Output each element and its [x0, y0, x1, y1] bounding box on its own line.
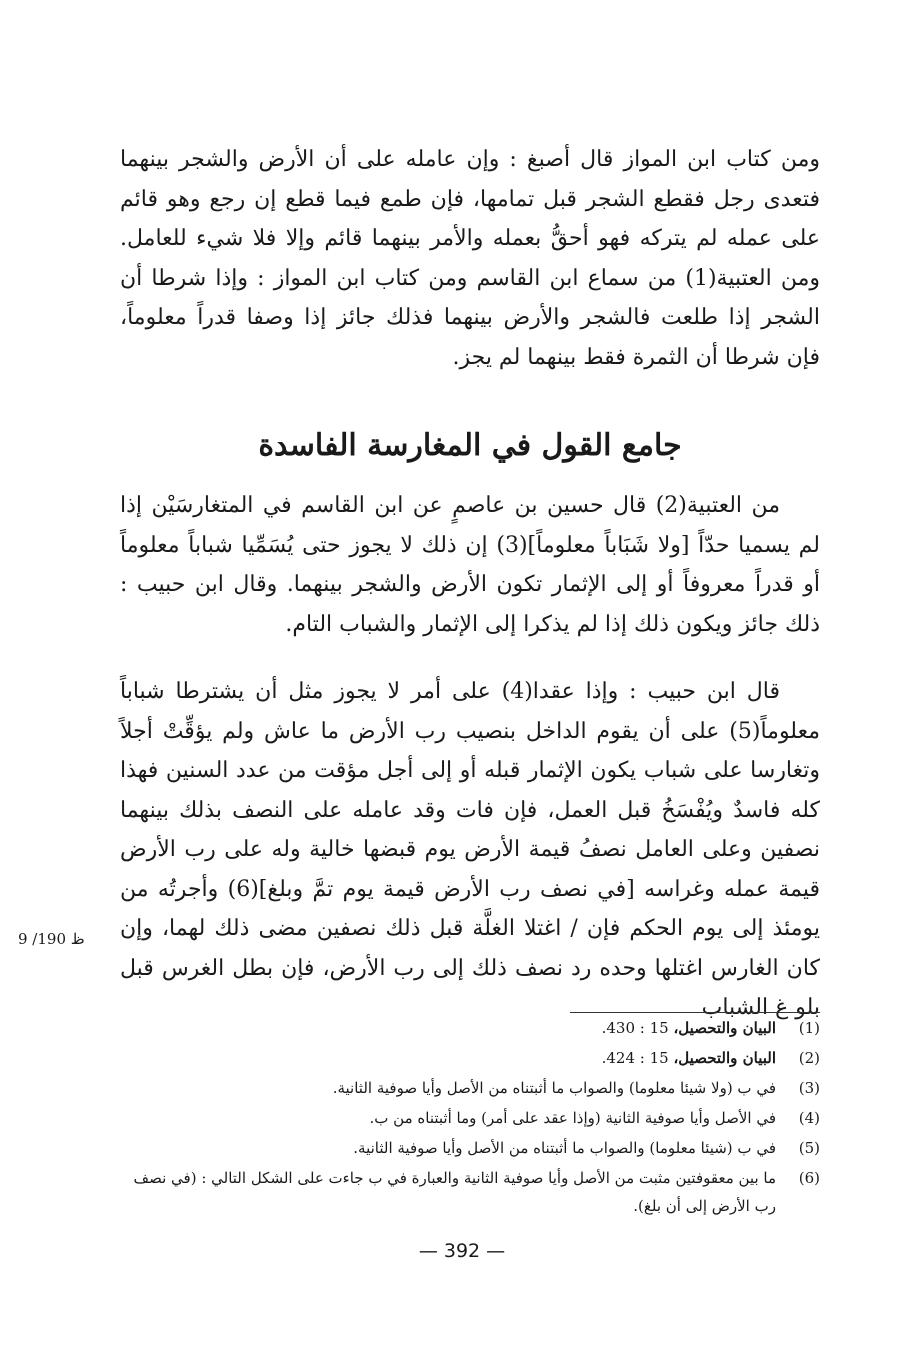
footnote-text: في ب (ولا شيئا معلوما) والصواب ما أثبتناه من الأصل وأيا صوفية الثانية. [332, 1079, 776, 1097]
footnote-text [120, 1014, 776, 1042]
footnote-text [120, 1044, 776, 1072]
footnote-text: في ب (شيئا معلوما) والصواب ما أثبتناه من الأصل وأيا صوفية الثانية. [353, 1139, 776, 1157]
footnote-item [120, 1074, 820, 1102]
footnote-item [120, 1104, 820, 1132]
footnote-number: (5) [798, 1139, 820, 1157]
footnote-reference: 15 : 424. [601, 1049, 674, 1067]
footnote-reference: 15 : 430. [601, 1019, 674, 1037]
footnote-source-title: البيان والتحصيل، [673, 1019, 776, 1037]
footnote-text: في الأصل وأيا صوفية الثانية (وإذا عقد على أمر) وما أثبتناه من ب. [369, 1109, 776, 1127]
body-paragraph-3: قال ابن حبيب : وإذا عقدا(4) على أمر لا يجوز مثل أن يشترطا شباباً معلوماً(5) على أن يقوم الداخل بنصيب رب الأرض ما عاش ولم يؤقِّتْ أجلاً وتغارسا على شباب يكون الإثمار قبله أو إلى أجل مؤقت من عدد السنين فهذا كله فاسدٌ ويُفْسَخُ قبل العمل، فإن فات وقد عامله على النصف بذلك بينهما نصفين وعلى العامل نصفُ قيمة الأرض يوم قبضها خالية وله على رب الأرض قيمة عمله وغراسه [في نصف رب الأرض قيمة يوم تمَّ وبلغ](6) وأجرتُه من يومئذ إلى يوم الحكم فإن / اغتلا الغلَّة قبل ذلك نصفين مضى ذلك لهما، وإن كان الغارس اغتلها وحده رد نصف ذلك إلى رب الأرض، فإن بطل الغرس قبل بلو غ الشباب [120, 679, 820, 1020]
body-paragraph-2: من العتبية(2) قال حسين بن عاصمٍ عن ابن القاسم في المتغارسَيْن إذا لم يسميا حدّاً [ولا شَبَاباً معلوماً](3) إن ذلك لا يجوز حتى يُسَمِّيا شباباً معلوماً أو قدراً معروفاً أو إلى الإثمار تكون الأرض والشجر بينهما. وقال ابن حبيب : ذلك جائز ويكون ذلك إذا لم يذكرا إلى الإثمار والشباب التام. [120, 493, 820, 637]
manuscript-folio-note: 9 /190 ظ [18, 930, 85, 948]
footnote-item [120, 1164, 820, 1220]
footnote-number: (2) [798, 1049, 820, 1067]
footnote-text: ما بين معقوفتين مثبت من الأصل وأيا صوفية الثانية والعبارة في ب جاءت على الشكل التالي : (في نصف رب الأرض إلى أن بلغ). [133, 1169, 776, 1215]
footnote-number: (4) [798, 1109, 820, 1127]
section-heading: جامع القول في المغارسة الفاسدة [258, 428, 682, 463]
footnote-item [120, 1014, 820, 1042]
body-paragraph-1: ومن كتاب ابن المواز قال أصبغ : وإن عامله على أن الأرض والشجر بينهما فتعدى رجل فقطع الشجر قبل تمامها، فإن طمع فيما قطع إن رجع وهو قائم على عمله لم يتركه فهو أحقُّ بعمله والأمر بينهما قائم وإلا فلا شيء للعامل. ومن العتبية(1) من سماع ابن القاسم ومن كتاب ابن المواز : وإذا شرطا أن الشجر إذا طلعت فالشجر والأرض بينهما فذلك جائز إذا وصفا قدراً معلوماً، فإن شرطا أن الثمرة فقط بينهما لم يجز. [120, 147, 820, 370]
footnote-number: (1) [798, 1019, 820, 1037]
page-number: — 392 — [418, 1240, 506, 1262]
footnote-source-title: البيان والتحصيل، [673, 1049, 776, 1067]
footnote-item [120, 1134, 820, 1162]
footnotes-list [120, 1014, 820, 1222]
footnote-item [120, 1044, 820, 1072]
footnote-number: (3) [798, 1079, 820, 1097]
footnote-divider [570, 1012, 820, 1013]
footnote-number: (6) [798, 1169, 820, 1187]
